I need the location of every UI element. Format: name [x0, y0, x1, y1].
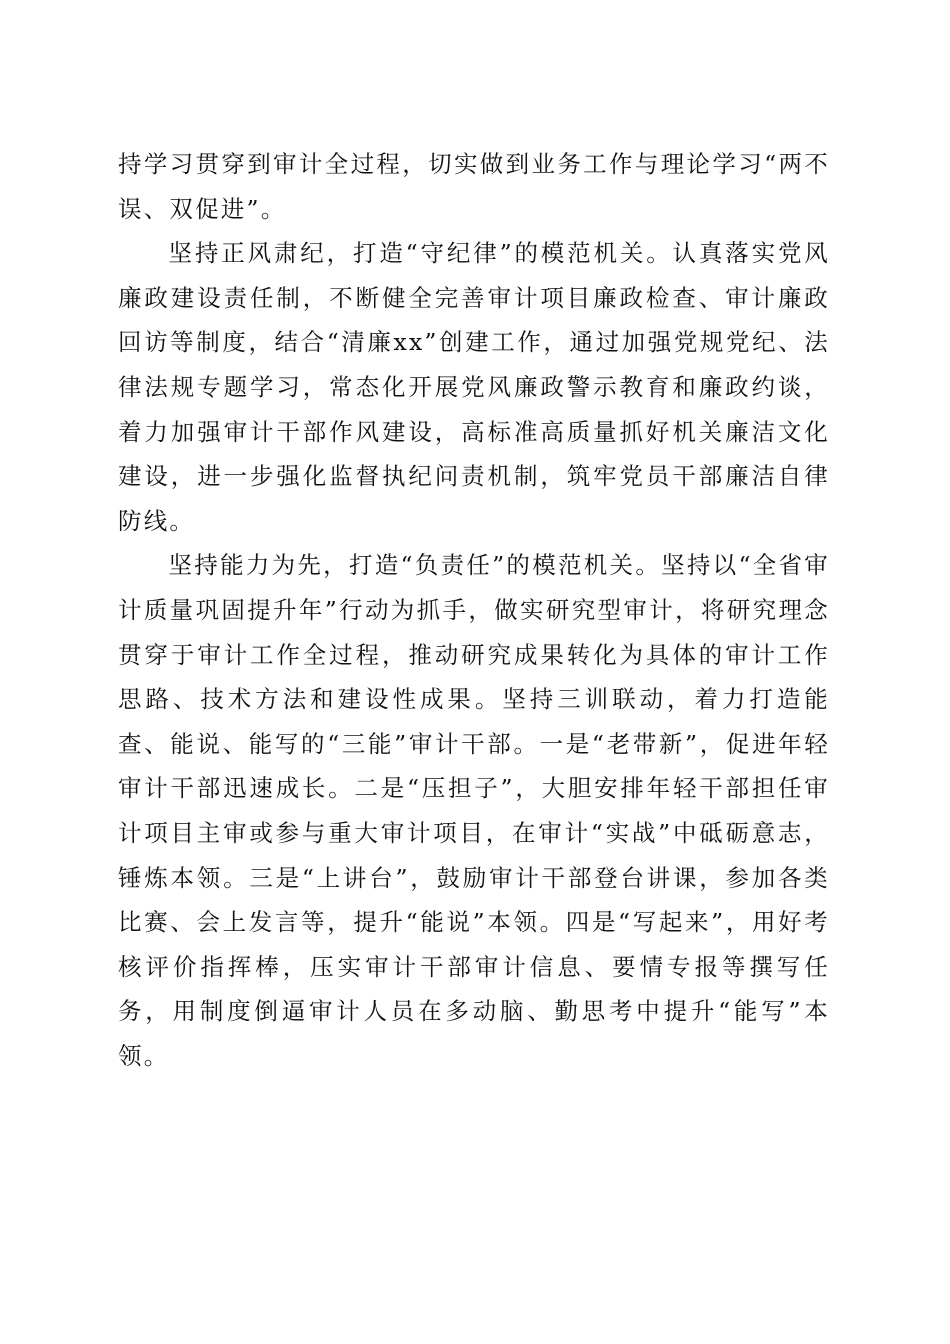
- body-text: [118, 142, 830, 1078]
- paragraph-capability: 坚持能力为先，打造“负责任”的模范机关。坚持以“全省审计质量巩固提升年”行动为抓手，做实研究型审计，将研究理念贯穿于审计工作全过程，推动研究成果转化为具体的审计工作思路、技术方法和建设性成果。坚持三训联动，着力打造能查、能说、能写的“三能”审计干部。一是“老带新”，促进年轻审计干部迅速成长。二是“压担子”，大胆安排年轻干部担任审计项目主审或参与重大审计项目，在审计“实战”中砥砺意志，锤炼本领。三是“上讲台”，鼓励审计干部登台讲课，参加各类比赛、会上发言等，提升“能说”本领。四是“写起来”，用好考核评价指挥棒，压实审计干部审计信息、要情专报等撰写任务，用制度倒逼审计人员在多动脑、勤思考中提升“能写”本领。: [118, 551, 830, 1070]
- paragraph-discipline: 坚持正风肃纪，打造“守纪律”的模范机关。认真落实党风廉政建设责任制，不断健全完善审计项目廉政检查、审计廉政回访等制度，结合“清廉xx”创建工作，通过加强党规党纪、法律法规专题学习，常态化开展党风廉政警示教育和廉政约谈，着力加强审计干部作风建设，高标准高质量抓好机关廉洁文化建设，进一步强化监督执纪问责机制，筑牢党员干部廉洁自律防线。: [118, 239, 830, 535]
- paragraph-continuation: 持学习贯穿到审计全过程，切实做到业务工作与理论学习“两不误、双促进”。: [118, 150, 830, 223]
